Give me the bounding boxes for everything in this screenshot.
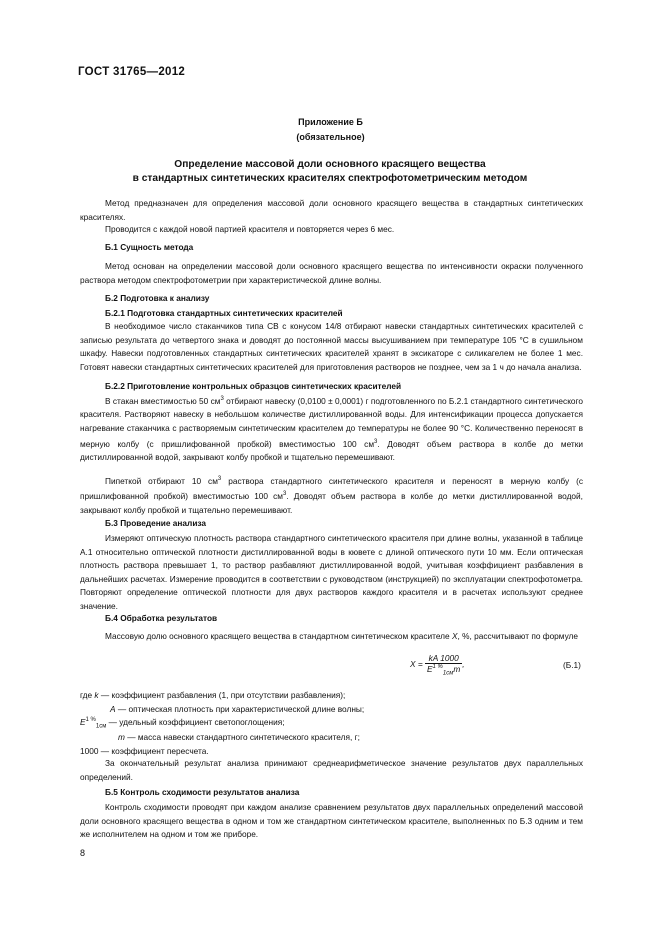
formula-denominator: $E^{1 \%}_{1см}m$ <box>427 664 461 677</box>
def-1000: 1000 — коэффициент пересчета. <box>80 746 209 756</box>
section-b4-heading: Б.4 Обработка результатов <box>105 613 218 623</box>
title-line-1: Определение массовой доли основного красящего вещества <box>174 159 486 170</box>
formula-lhs: X = <box>410 659 423 670</box>
formula-fraction <box>425 653 462 677</box>
formula-number: (Б.1) <box>563 660 581 670</box>
intro-paragraph-1: Метод предназначен для определения массовой доли основного красящего вещества в стандартных синтетических красителях. <box>80 198 583 222</box>
section-b5-text: Контроль сходимости проводят при каждом анализе сравнением результатов двух параллельных определений массовой доли основного красящего вещества в одном и том же стандартном синтетическом красителе, выполненных по Б.3 одним и тем же исполнителем на одном и том же приборе. <box>80 802 583 840</box>
section-b4-intro: Массовую долю основного красящего вещества в стандартном синтетическом красителе X, %, рассчитывают по формуле <box>105 631 579 641</box>
def-m: m — масса навески стандартного синтетического красителя, г; <box>118 732 360 742</box>
title-line-2: в стандартных синтетических красителях спектрофотометрическим методом <box>132 173 528 184</box>
section-b5-heading: Б.5 Контроль сходимости результатов анализа <box>105 787 300 797</box>
def-k: где k — коэффициент разбавления (1, при отсутствии разбавления); <box>80 690 346 700</box>
intro-paragraph-2: Проводится с каждой новой партией красителя и повторяется через 6 мес. <box>105 224 395 234</box>
section-b2-heading: Б.2 Подготовка к анализу <box>105 293 210 303</box>
section-b22-paragraph-1: В стакан вместимостью 50 $см^3$ отбирают навеску (0,0100 ± 0,0001) г подготовленного по Б.2.1 стандартного синтетического красителя. Растворяют навеску в небольшом количестве дистиллированной воды. Для интенсификации процесса допускается нагревание стаканчика с растворяемым синтетическим красителем до температуры не более 90 °С. Количественно переносят в мерную колбу (с пришлифованной пробкой) вместимостью 100 $см^3$. Доводят объем раствора в колбе до метки дистиллированной водой, закрывают колбу пробкой и тщательно перемешивают. <box>80 395 583 462</box>
page-number: 8 <box>80 848 86 858</box>
section-b3-text: Измеряют оптическую плотность раствора стандартного синтетического красителя при длине волны, указанной в таблице А.1 относительно оптической плотности дистиллированной воды в кювете с длиной оптического пути 10 мм. Если оптическая плотность раствора превышает 1, то раствор разбавляют дистиллированной водой, учитывая коэффициент разбавления в дальнейших расчетах. Измерение проводится в соответствии с руководством (инструкцией) по эксплуатации спектрофотометра. Повторяют определение оптической плотности для двух растворов каждого красителя и в расчетах используют среднее значение. <box>80 533 583 611</box>
appendix-label: Приложение Б <box>298 117 363 127</box>
section-b3-heading: Б.3 Проведение анализа <box>105 518 207 528</box>
appendix-status: (обязательное) <box>296 132 365 142</box>
def-a: A — оптическая плотность при характеристической длине волны; <box>110 704 365 714</box>
doc-code-header: ГОСТ 31765—2012 <box>78 66 186 78</box>
section-b21-heading: Б.2.1 Подготовка стандартных синтетических красителей <box>105 308 343 318</box>
def-e: $E^{1 \%}_{1см}$ — удельный коэффициент светопоглощения; <box>80 717 285 730</box>
section-b22-paragraph-2: Пипеткой отбирают 10 $см^3$ раствора стандартного синтетического красителя и переносят в мерную колбу (с пришлифованной пробкой) вместимостью 100 $см^3$. Доводят объем раствора в колбе до метки дистиллированной водой, закрывают колбу пробкой и тщательно перемешивают. <box>80 475 583 515</box>
formula-numerator: kA 1000 <box>425 653 462 664</box>
section-b4-final: За окончательный результат анализа принимают среднеарифметическое значение результатов двух параллельных определений. <box>80 758 583 782</box>
section-b1-text: Метод основан на определении массовой доли основного красящего вещества по интенсивности окраски полученного раствора методом спектрофотометрии при характеристической длине волны. <box>80 261 583 285</box>
section-b22-heading: Б.2.2 Приготовление контрольных образцов синтетических красителей <box>105 381 402 391</box>
section-b1-heading: Б.1 Сущность метода <box>105 242 194 252</box>
formula-b1: X = $\frac{kA 1000}{E^{1 \%}_{1см}m}$ , <box>410 653 465 677</box>
appendix-title <box>80 158 580 186</box>
section-b21-text: В необходимое число стаканчиков типа СВ с конусом 14/8 отбирают навески стандартных синтетических красителей с записью результата до четвертого знака и доводят до постоянной массы высушиванием при температуре 105 °С в сушильном шкафу. Навески подготовленных стандартных синтетических красителей хранят в эксикаторе с силикагелем не более 1 мес. Готовят навески стандартных синтетических красителей для приготовления растворов не позднее, чем за 1 ч до начала анализа. <box>80 321 583 372</box>
